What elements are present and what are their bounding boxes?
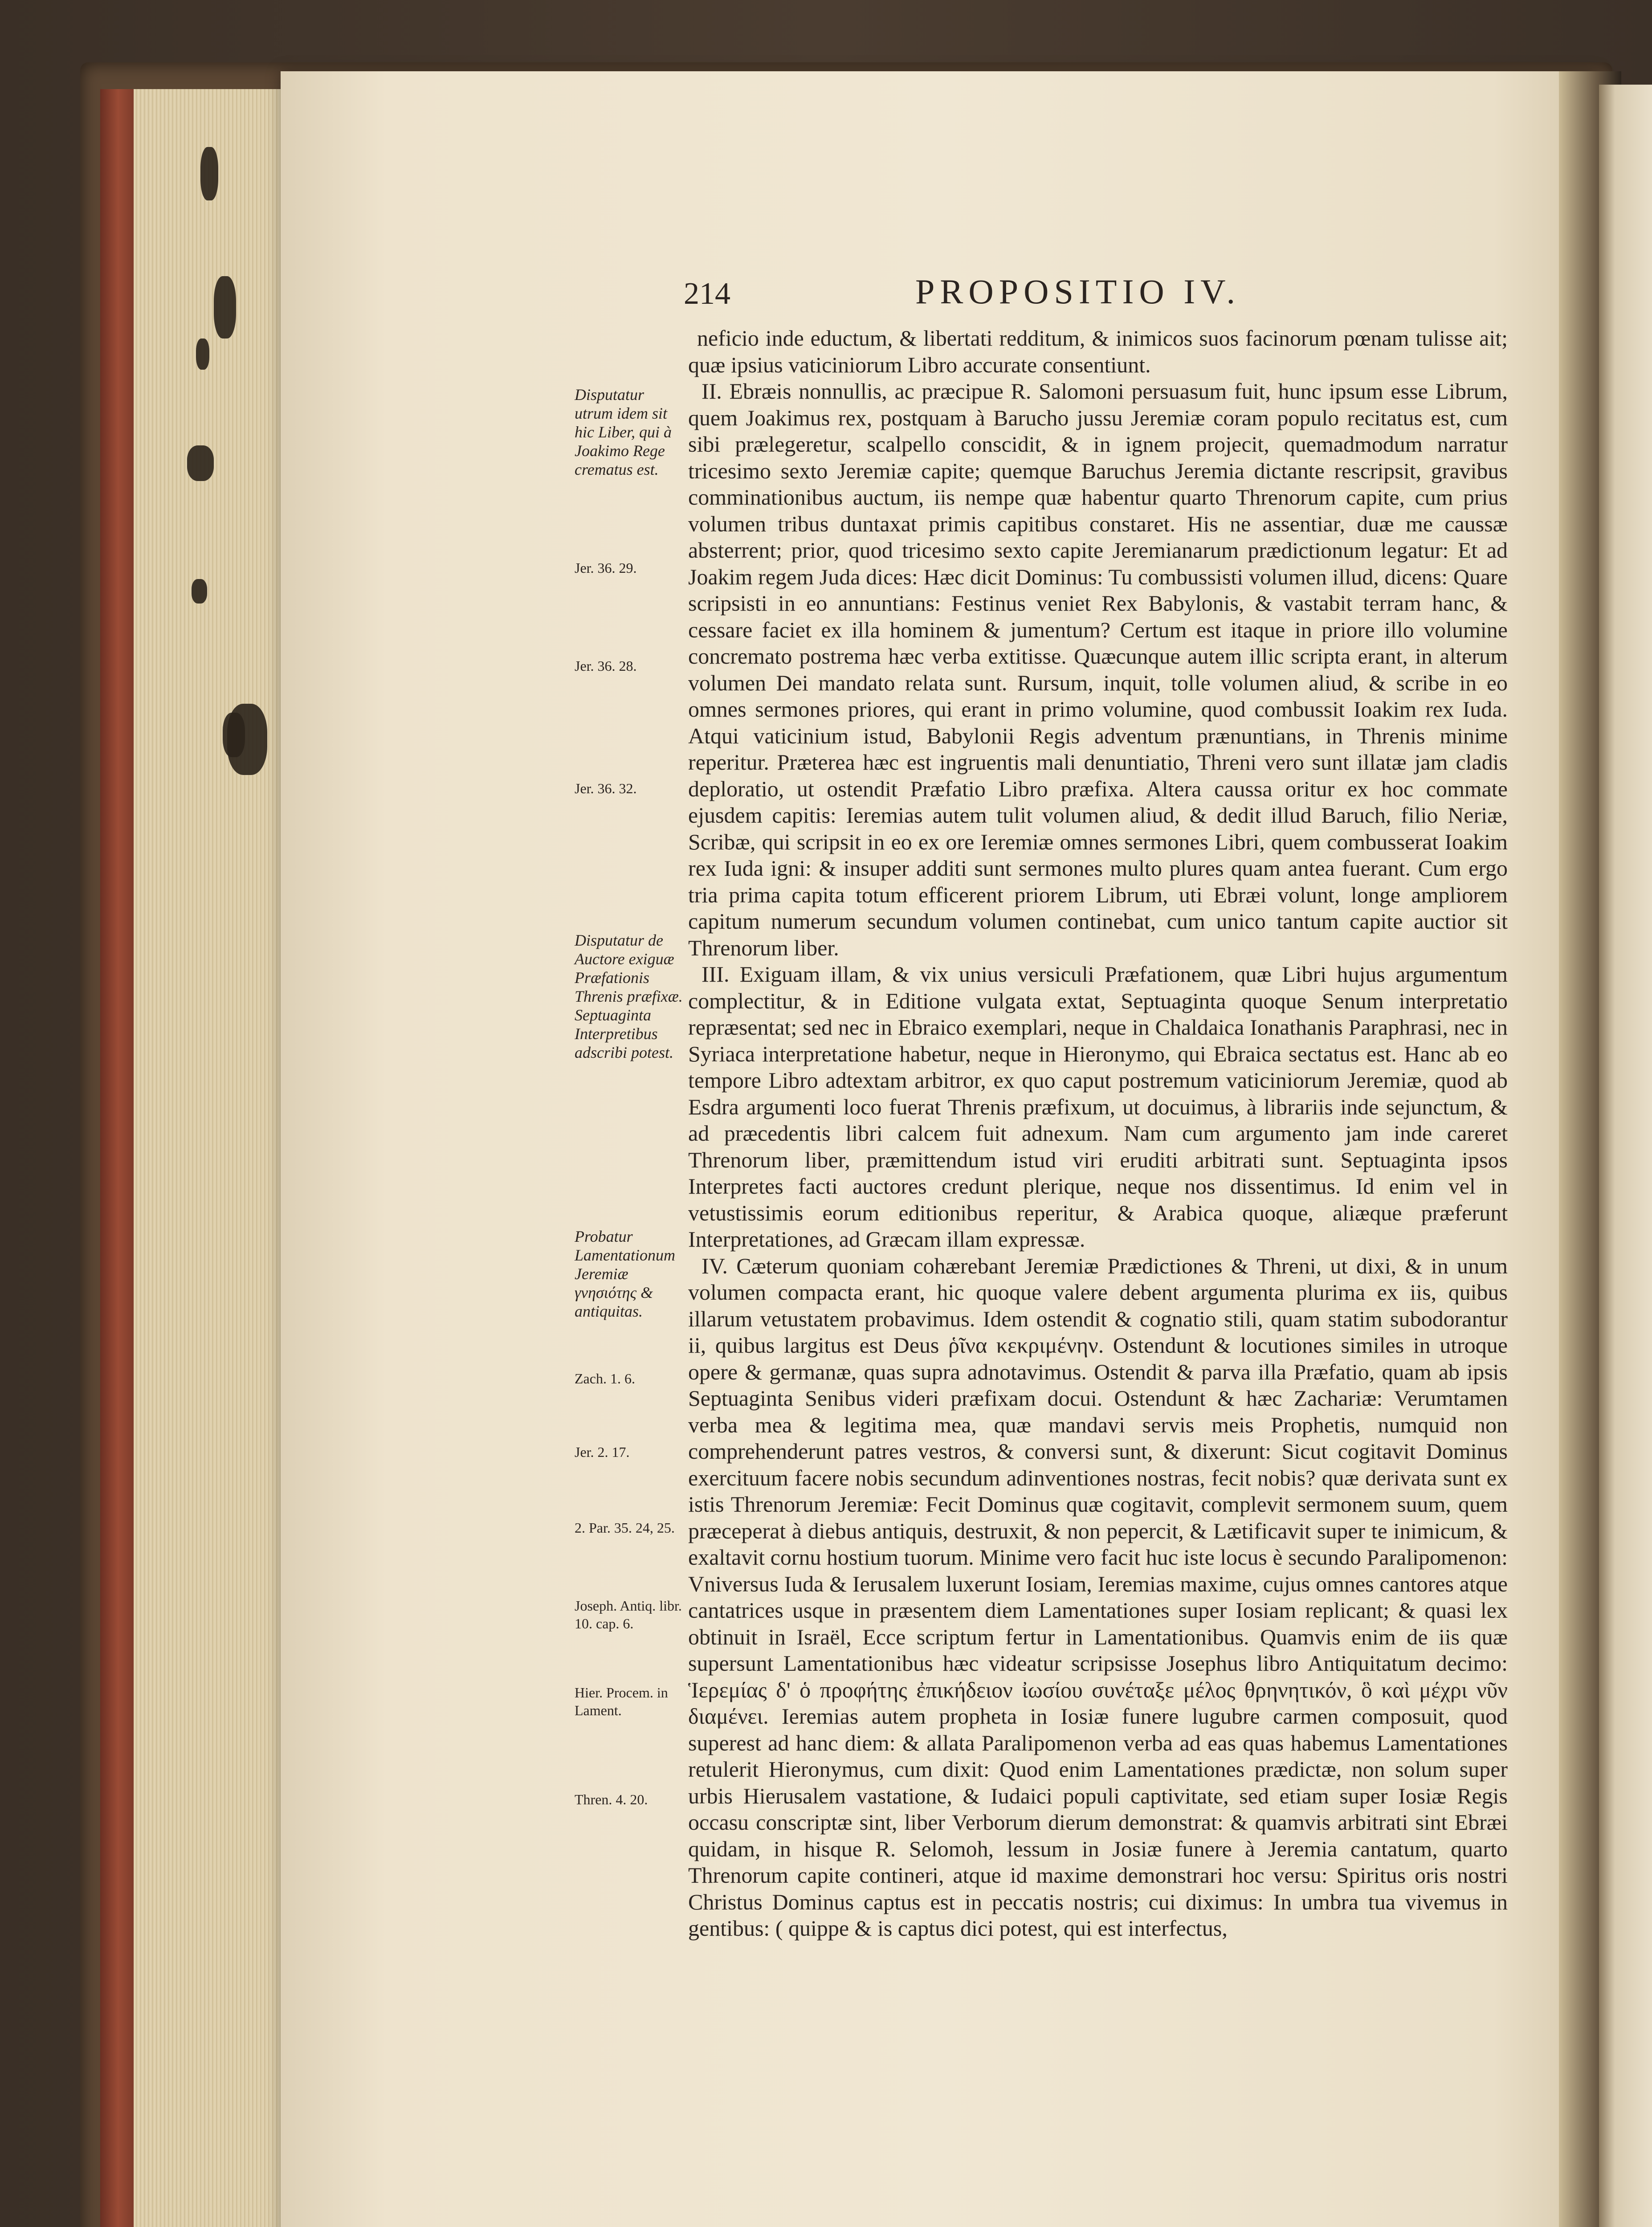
page-number: 214 bbox=[684, 277, 730, 311]
margin-ref-2: Jer. 36. 28. bbox=[575, 658, 637, 674]
margin-ref-6: 2. Par. 35. 24, 25. bbox=[575, 1520, 675, 1536]
margin-ref-3: Jer. 36. 32. bbox=[575, 780, 637, 796]
binding-edge bbox=[100, 89, 136, 2227]
margin-ref-1: Jer. 36. 29. bbox=[575, 560, 637, 576]
paragraph-3: III. Exiguam illam, & vix unius versiculi Præfationem, quæ Libri hujus argumentum complectitur, & in Editione vulgata extat, Septuaginta quoque Senum interpretatio repræsentat; sed nec in Ebraico exemplari, neque in Chaldaica Ionathanis Paraphrasi, nec in Syriaca interpretatione habetur, neque in Hieronymo, qui Ebraica sectatus est. Hanc ab eo tempore Libro adtextam arbitror, ex quo caput postremum vaticiniorum Jeremiæ, quod ab Esdra argumenti loco fuerat Threnis præfixum, ut docuimus, à librariis inde sejunctum, & ad præcedentis libri calcem fuit adnexum. Nam cum argumento jam inde careret Threnorum liber, præmittendum istud viri eruditi arbitrati sunt. Septuaginta ipsos Interpretes facti auctores credunt plerique, neque nos dissentimus. Id enim vel in vetustissimis eorum editionibus reperitur, & Arabica quoque, aliæque præferunt Interpretationes, ad Græcam illam expressæ. bbox=[688, 962, 1508, 1252]
running-title: PROPOSITIO IV. bbox=[915, 272, 1240, 311]
margin-note-3: Probatur Lamentationum Jeremiæ γνησιότης & antiquitas. bbox=[575, 1228, 676, 1320]
page-stack-edge bbox=[134, 89, 282, 2227]
paragraph-2: II. Ebræis nonnullis, ac præcipue R. Salomoni persuasum fuit, hunc ipsum esse Librum, quem Joakimus rex, postquam à Barucho jussu Jeremiæ coram populo recitatus est, cum sibi prælegeretur, scalpello conscidit, & in ignem projecit, quemadmodum narratur tricesimo sexto Jeremiæ capite; quemque Baruchus Jeremia dictante rescripsit, gravibus comminationibus auctum, iis nempe quæ habentur quarto Threnorum capite, cum prius volumen tribus duntaxat primis capitibus constaret. His ne assentiar, duæ me caussæ absterrent; prior, quod tricesimo sexto capite Jeremianarum prædictionum legatur: Et ad Joakim regem Juda dices: Hæc dicit Dominus: Tu combussisti volumen illud, dicens: Quare scripsisti in eo annuntians: Festinus veniet Rex Babylonis, & vastabit terram hanc, & cessare faciet ex illa hominem & jumentum? Certum est itaque in priore illo volumine concremato postrema hæc verba extitisse. Quæcunque autem illic scripta erant, in alterum volumen Dei mandato relata sunt. Rursum, inquit, tolle volumen aliud, & scribe in eo omnes sermones priores, qui erant in primo volumine, quod combussit Ioakim rex Iuda. Atqui vaticinium istud, Babylonii Regis adventum prænuntians, in Threnis minime reperitur. Præterea hæc est ingruentis mali denuntiatio, Threni vero sunt illatæ jam cladis deploratio, ut ostendit Præfatio Libro præfixa. Altera caussa oritur ex hoc commate ejusdem capitis: Ieremias autem tulit volumen aliud, & dedit illud Baruch, filio Neriæ, Scribæ, qui scripsit in eo ex ore Ieremiæ omnes sermones Libri, quem combusserat Ioakim rex Iuda igni: & insuper additi sunt sermones multo plures quam antea fuerant. Cum ergo tria prima capita totum efficerent priorem Librum, uti Ebræi volunt, longe ampliorem capitum numerum secundum volumen continebat, cum unico tantum capite auctior sit Threnorum liber. bbox=[688, 379, 1508, 960]
stain-mark bbox=[192, 579, 207, 604]
page-header bbox=[684, 272, 1499, 325]
margin-note-2: Disputatur de Auctore exiguæ Præfationis Threnis præfixæ. Septuaginta Interpretibus adscribi potest. bbox=[575, 931, 683, 1061]
stain-mark bbox=[200, 147, 218, 200]
margin-ref-4: Zach. 1. 6. bbox=[575, 1370, 635, 1387]
margin-ref-9: Thren. 4. 20. bbox=[575, 1791, 648, 1807]
margin-ref-8: Hier. Procem. in Lament. bbox=[575, 1685, 668, 1718]
stain-mark bbox=[214, 276, 236, 339]
stain-mark bbox=[187, 445, 214, 481]
paragraph-4: IV. Cæterum quoniam cohærebant Jeremiæ Prædictiones & Threni, ut dixi, & in unum volumen compacta erant, hic quoque valere debent argumenta plurima ex iis, quibus illarum vetustatem probavimus. Idem ostendit & cognatio stili, quam statim subodorantur ii, quibus largitus est Deus ῥῖνα κεκριμένην. Ostendunt & locutiones similes in utroque opere & germanæ, quas supra adnotavimus. Ostendit & parva illa Præfatio, quam ab ipsis Septuaginta Senibus videri præfixam docui. Ostendunt & hæc Zachariæ: Verumtamen verba mea & legitima mea, quæ mandavi servis meis Prophetis, numquid non comprehenderunt patres vestros, & conversi sunt, & dixerunt: Sicut cogitavit Dominus exercituum facere nobis secundum adinventiones nostras, fecit nobis? quæ derivata sunt ex istis Threnorum Jeremiæ: Fecit Dominus quæ cogitavit, complevit sermonem suum, quem præceperat à diebus antiquis, destruxit, & non pepercit, & Lætificavit super te inimicum, & exaltavit cornu hostium tuorum. Minime vero facit huc iste locus è secundo Paralipomenon: Vniversus Iuda & Ierusalem luxerunt Iosiam, Ieremias maxime, cujus omnes cantores atque cantatrices usque in præsentem diem Lamentationes super Iosiam replicant; & quasi lex obtinuit in Israël, Ecce scriptum fertur in Lamentationibus. Quamvis enim de iis quæ supersunt Lamentationibus hæc videatur scripsisse Josephus libro Antiquitatum decimo: Ἱερεμίας δ' ὁ προφήτης ἐπικήδειον ἰωσίου συνέταξε μέλος θρηνητικόν, ὃ καὶ μέχρι νῦν διαμένει. Ieremias autem propheta in Iosiæ funere lugubre carmen composuit, quod superest ad hanc diem: & allata Paralipomenon verba ad eas quas habemus Lamentationes retulerit Hieronymus, cum dixit: Quod enim Lamentationes prædictæ, non solum super urbis Hierusalem vastatione, & Iudaici populi captivitate, sed etiam super Iosiæ Regis occasu conscriptæ sint, liber Verborum dierum demonstrat: & quamvis arbitrati sint Ebræi quidam, in hisque R. Selomoh, lessum in Josiæ funere à Jeremia cantatum, quarto Threnorum capite contineri, atque id maxime demonstrari hoc versu: Spiritus oris nostri Christus Dominus captus est in peccatis nostris; cui diximus: In umbra tua vivemus in gentibus: ( quippe & is captus dici potest, qui est interfectus, bbox=[688, 1253, 1508, 1941]
stain-mark bbox=[227, 704, 267, 775]
margin-ref-5: Jer. 2. 17. bbox=[575, 1444, 630, 1460]
margin-note-1: Disputatur utrum idem sit hic Liber, qui à Joakimo Rege crematus est. bbox=[575, 386, 672, 478]
paragraph-intro: neficio inde eductum, & libertati redditum, & inimicos suos facinorum pœnam tulisse ait; quæ ipsius vaticiniorum Libro accurate consentiunt. bbox=[688, 326, 1508, 377]
main-text bbox=[688, 325, 1508, 1942]
facing-page-edge bbox=[1599, 85, 1652, 2227]
stain-mark bbox=[196, 339, 209, 370]
margin-ref-7: Joseph. Antiq. libr. 10. cap. 6. bbox=[575, 1598, 682, 1632]
